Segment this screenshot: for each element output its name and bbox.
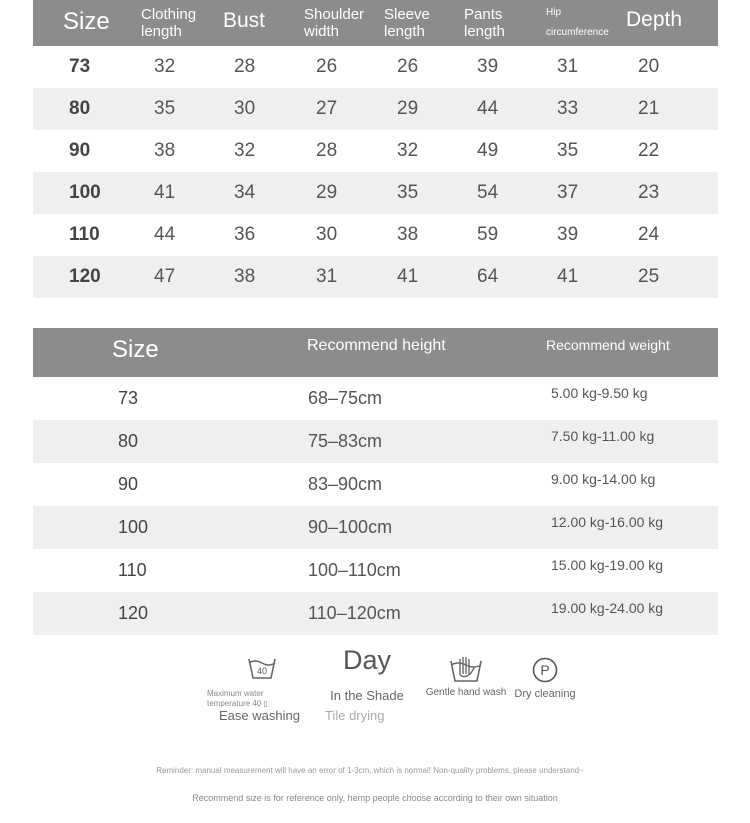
- svg-text:40: 40: [256, 666, 268, 676]
- tile-drying-label: Tile drying: [325, 708, 385, 723]
- value-cell: 38: [154, 140, 176, 161]
- value-cell: 35: [154, 98, 176, 119]
- value-cell: 39: [557, 224, 579, 245]
- value-cell: 36: [234, 224, 256, 245]
- value-cell: 31: [316, 266, 338, 287]
- size-cell: 120: [69, 266, 101, 287]
- value-cell: 21: [638, 98, 660, 119]
- header-bust: Bust: [223, 9, 266, 32]
- size-cell: 100: [69, 182, 101, 203]
- care-dry-cleaning: [510, 657, 580, 700]
- gentle-hand-wash-label: Gentle hand wash: [425, 687, 507, 698]
- header-size: Size: [63, 8, 110, 35]
- table-row: [33, 377, 718, 420]
- value-cell: 35: [557, 140, 579, 161]
- ease-washing-label: Ease washing: [219, 708, 300, 724]
- value-cell: 30: [316, 224, 338, 245]
- value-cell: 39: [477, 56, 499, 77]
- max-temperature-text: Maximum water temperature 40 ▯: [207, 689, 268, 708]
- size-cell: 73: [118, 388, 139, 408]
- value-cell: 25: [638, 266, 660, 287]
- reminder-text: Reminder: manual measurement will have an error of 1-3cm, which is normal! Non-quality problems, please understand~: [156, 766, 584, 775]
- weight-cell: 5.00 kg-9.50 kg: [551, 385, 648, 401]
- value-cell: 33: [557, 98, 579, 119]
- value-cell: 54: [477, 182, 499, 203]
- height-cell: 100–110cm: [308, 560, 401, 580]
- header-shoulder-width: Shoulder width: [304, 6, 365, 40]
- size-cell: 110: [69, 224, 100, 245]
- height-cell: 90–100cm: [308, 517, 393, 537]
- header-hip-circumference: Hip circumference: [546, 7, 609, 38]
- value-cell: 64: [477, 266, 499, 287]
- hand-wash-icon: [449, 655, 483, 683]
- header-recommend-height: Recommend height: [307, 337, 446, 354]
- day-label: Day: [342, 645, 391, 675]
- value-cell: 32: [397, 140, 419, 161]
- header-pants-length: Pants length: [464, 6, 505, 40]
- table-row: [33, 463, 718, 506]
- value-cell: 28: [234, 56, 256, 77]
- care-drying: [322, 645, 412, 723]
- size-cell: 80: [118, 431, 139, 451]
- recommend-table: [33, 328, 718, 635]
- table-row: [33, 420, 718, 463]
- weight-cell: 7.50 kg-11.00 kg: [551, 428, 655, 444]
- header-clothing-length: Clothing length: [141, 6, 197, 40]
- value-cell: 37: [557, 182, 579, 203]
- value-cell: 32: [234, 140, 256, 161]
- recommend-header: [33, 328, 718, 377]
- in-the-shade-label: In the Shade: [330, 688, 404, 703]
- svg-text:P: P: [540, 662, 550, 678]
- value-cell: 29: [316, 182, 338, 203]
- size-chart-body: [33, 46, 718, 298]
- height-cell: 83–90cm: [308, 474, 383, 494]
- size-cell: 100: [118, 517, 149, 537]
- value-cell: 41: [154, 182, 176, 203]
- value-cell: 29: [397, 98, 419, 119]
- value-cell: 44: [154, 224, 176, 245]
- table-row: [33, 172, 718, 214]
- table-row: [33, 549, 718, 592]
- height-cell: 75–83cm: [308, 431, 383, 451]
- weight-cell: 12.00 kg-16.00 kg: [551, 514, 664, 530]
- value-cell: 44: [477, 98, 499, 119]
- value-cell: 49: [477, 140, 499, 161]
- table-row: [33, 46, 718, 88]
- value-cell: 22: [638, 140, 660, 161]
- size-chart-header: [33, 0, 718, 46]
- value-cell: 31: [557, 56, 579, 77]
- care-wash: [207, 655, 317, 723]
- size-cell: 80: [69, 98, 91, 119]
- care-instructions: [0, 645, 750, 735]
- header-size: Size: [112, 336, 159, 363]
- size-chart-table: [33, 0, 718, 298]
- header-sleeve-length: Sleeve length: [384, 6, 430, 40]
- dry-clean-p-icon: [532, 657, 558, 683]
- size-cell: 90: [118, 474, 139, 494]
- table-row: [33, 256, 718, 298]
- value-cell: 41: [557, 266, 579, 287]
- recommend-body: [33, 377, 718, 635]
- value-cell: 59: [477, 224, 499, 245]
- table-row: [33, 214, 718, 256]
- value-cell: 27: [316, 98, 338, 119]
- value-cell: 47: [154, 266, 176, 287]
- table-row: [33, 592, 718, 635]
- value-cell: 23: [638, 182, 660, 203]
- height-cell: 68–75cm: [308, 388, 383, 408]
- value-cell: 34: [234, 182, 256, 203]
- header-recommend-weight: Recommend weight: [546, 337, 670, 353]
- value-cell: 26: [397, 56, 419, 77]
- header-depth: Depth: [626, 8, 683, 31]
- value-cell: 32: [154, 56, 176, 77]
- size-cell: 110: [118, 560, 147, 580]
- recommend-note: Recommend size is for reference only, hemp people choose according to their own situation: [192, 793, 558, 803]
- weight-cell: 9.00 kg-14.00 kg: [551, 471, 656, 487]
- weight-cell: 19.00 kg-24.00 kg: [551, 600, 664, 616]
- value-cell: 35: [397, 182, 419, 203]
- value-cell: 26: [316, 56, 338, 77]
- wash-40-icon: [247, 655, 277, 681]
- value-cell: 28: [316, 140, 338, 161]
- dry-cleaning-label: Dry cleaning: [514, 688, 576, 700]
- height-cell: 110–120cm: [308, 603, 401, 623]
- weight-cell: 15.00 kg-19.00 kg: [551, 557, 664, 573]
- value-cell: 20: [638, 56, 660, 77]
- care-hand-wash: [420, 655, 512, 698]
- table-row: [33, 506, 718, 549]
- size-cell: 90: [69, 140, 91, 161]
- value-cell: 38: [234, 266, 256, 287]
- size-cell: 73: [69, 56, 91, 77]
- value-cell: 24: [638, 224, 660, 245]
- value-cell: 41: [397, 266, 419, 287]
- size-cell: 120: [118, 603, 149, 623]
- value-cell: 30: [234, 98, 256, 119]
- value-cell: 38: [397, 224, 419, 245]
- table-row: [33, 88, 718, 130]
- table-row: [33, 130, 718, 172]
